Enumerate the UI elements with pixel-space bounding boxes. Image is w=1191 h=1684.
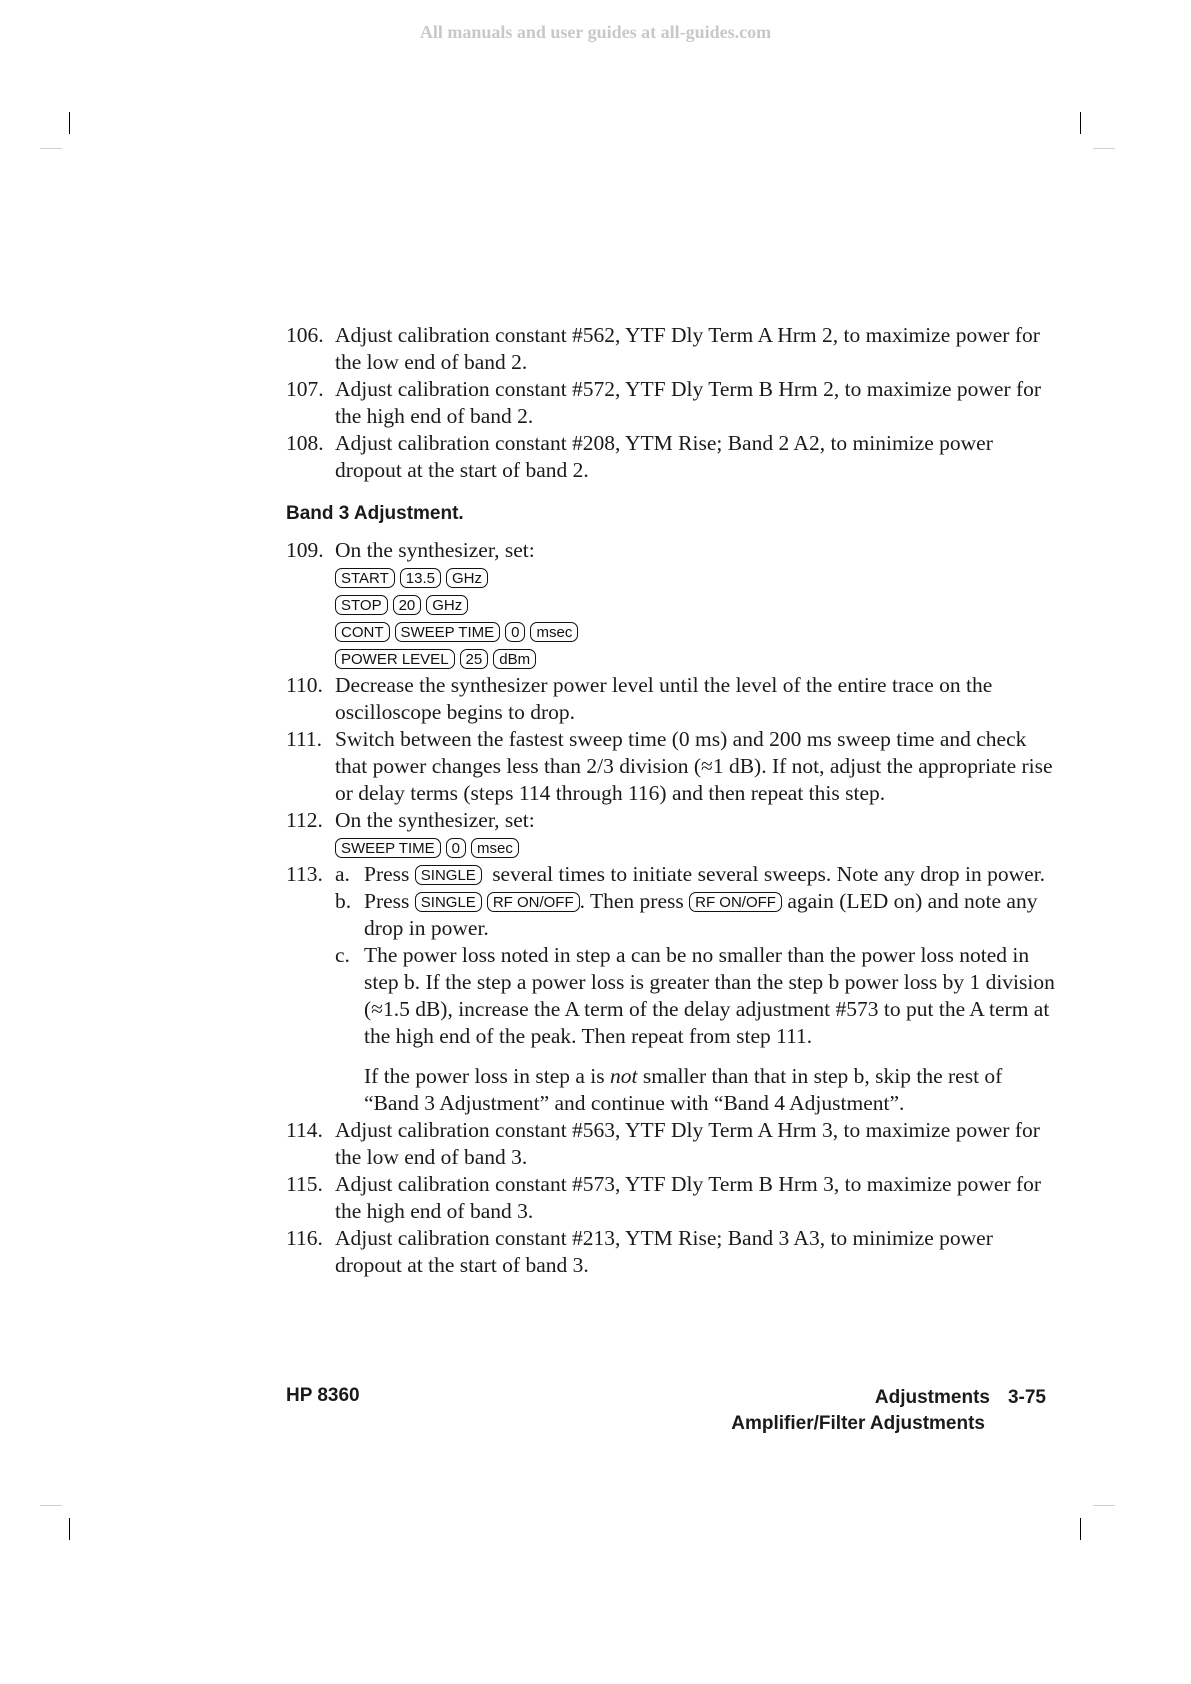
rf-onoff-key: RF ON/OFF (689, 892, 782, 912)
step-115 (286, 1171, 1056, 1225)
crop-mark (1080, 112, 1081, 134)
substep-text: Press (364, 889, 415, 913)
single-key: SINGLE (415, 892, 482, 912)
step-text: On the synthesizer, set: (335, 808, 535, 832)
single-key: SINGLE (415, 865, 482, 885)
key-sequence (335, 591, 1056, 618)
step-text: Adjust calibration constant #572, YTF Dly Term B Hrm 2, to maximize power for the high end of band 2. (335, 377, 1042, 428)
crop-mark (1093, 1505, 1115, 1506)
sweep-time-key: SWEEP TIME (335, 838, 441, 858)
step-number: 111. (286, 727, 323, 751)
ghz-key: GHz (426, 595, 468, 615)
footer-running-head (700, 1385, 1046, 1437)
step-number: 108. (286, 431, 324, 455)
step-116 (286, 1225, 1056, 1279)
substep-letter: b. (335, 889, 352, 913)
crop-mark (1093, 148, 1115, 149)
step-number: 106. (286, 323, 324, 347)
dbm-key: dBm (493, 649, 536, 669)
page-number: 3-75 (1007, 1387, 1046, 1408)
ghz-key: GHz (446, 568, 488, 588)
cont-key: CONT (335, 622, 390, 642)
note-text: smaller than that in step b, skip the rest of “Band 3 Adjustment” and continue with “Band 4 Adjustment”. (364, 1064, 1003, 1115)
substep-letter: c. (335, 943, 350, 967)
step-text: Decrease the synthesizer power level until the level of the entire trace on the oscilloscope begins to drop. (335, 673, 993, 724)
step-text: Adjust calibration constant #213, YTM Rise; Band 3 A3, to minimize power dropout at the start of band 3. (335, 1226, 993, 1277)
key-sequence (335, 564, 1056, 591)
crop-mark (69, 112, 70, 134)
substep-c (335, 942, 1056, 1117)
step-108 (286, 430, 1056, 484)
substep-text: several times to initiate several sweeps. Note any drop in power. (486, 862, 1046, 886)
step-number: 107. (286, 377, 324, 401)
step-106 (286, 322, 1056, 376)
substep-text: . Then press (579, 889, 690, 913)
footer-section: Amplifier/Filter Adjustments (731, 1413, 985, 1434)
step-text: On the synthesizer, set: (335, 538, 535, 562)
step-113 (286, 861, 1056, 1117)
step-text: Adjust calibration constant #562, YTF Dly Term A Hrm 2, to maximize power for the low end of band 2. (335, 323, 1040, 374)
step-number: 109. (286, 538, 324, 562)
step-109 (286, 537, 1056, 672)
value-key: 25 (460, 649, 489, 669)
crop-mark (40, 1505, 62, 1506)
value-key: 0 (446, 838, 466, 858)
power-level-key: POWER LEVEL (335, 649, 455, 669)
substep-letter: a. (335, 862, 350, 886)
substep-text: again (LED on) and note any drop in power. (364, 889, 1038, 940)
step-114 (286, 1117, 1056, 1171)
step-text: Adjust calibration constant #573, YTF Dly Term B Hrm 3, to maximize power for the high end of band 3. (335, 1172, 1042, 1223)
substep-a (335, 861, 1056, 888)
step-112 (286, 807, 1056, 861)
substep-text: The power loss noted in step a can be no smaller than the power loss noted in step b. If the step a power loss is greater than the step b power loss by 1 division (≈1.5 dB), increase the A term of the delay adjustment #573 to put the A term at the high end of the peak. Then repeat from step 111. (364, 943, 1055, 1048)
step-number: 114. (286, 1118, 323, 1142)
note-text: If the power loss in step a is (364, 1064, 611, 1088)
crop-mark (1080, 1518, 1081, 1540)
note-emphasis: not (610, 1064, 638, 1088)
note-paragraph (364, 1063, 1056, 1117)
step-text: Switch between the fastest sweep time (0 ms) and 200 ms sweep time and check that power changes less than 2/3 division (≈1 dB). If not, adjust the appropriate rise or delay terms (steps 114 through 116) and then repeat this step. (335, 727, 1053, 805)
value-key: 20 (393, 595, 422, 615)
value-key: 0 (505, 622, 525, 642)
step-text: Adjust calibration constant #563, YTF Dly Term A Hrm 3, to maximize power for the low end of band 3. (335, 1118, 1040, 1169)
substep-text: Press (364, 862, 415, 886)
watermark: All manuals and user guides at all-guides.com (419, 22, 772, 42)
msec-key: msec (530, 622, 578, 642)
rf-onoff-key: RF ON/OFF (487, 892, 580, 912)
section-heading: Band 3 Adjustment. (286, 503, 464, 524)
footer-model: HP 8360 (286, 1385, 360, 1406)
step-number: 115. (286, 1172, 323, 1196)
step-111 (286, 726, 1056, 807)
msec-key: msec (471, 838, 519, 858)
step-number: 116. (286, 1226, 323, 1250)
value-key: 13.5 (400, 568, 441, 588)
page-content (286, 322, 1056, 1279)
start-key: START (335, 568, 395, 588)
step-number: 112. (286, 808, 323, 832)
substep-b (335, 888, 1056, 942)
key-sequence (335, 618, 1056, 645)
step-107 (286, 376, 1056, 430)
crop-mark (40, 148, 62, 149)
stop-key: STOP (335, 595, 388, 615)
crop-mark (69, 1518, 70, 1540)
step-110 (286, 672, 1056, 726)
footer-chapter: Adjustments (874, 1387, 990, 1408)
step-number: 110. (286, 673, 323, 697)
step-text: Adjust calibration constant #208, YTM Rise; Band 2 A2, to minimize power dropout at the start of band 2. (335, 431, 993, 482)
step-number: 113. (286, 862, 323, 886)
key-sequence (335, 834, 1056, 861)
sweep-time-key: SWEEP TIME (395, 622, 501, 642)
key-sequence (335, 645, 1056, 672)
